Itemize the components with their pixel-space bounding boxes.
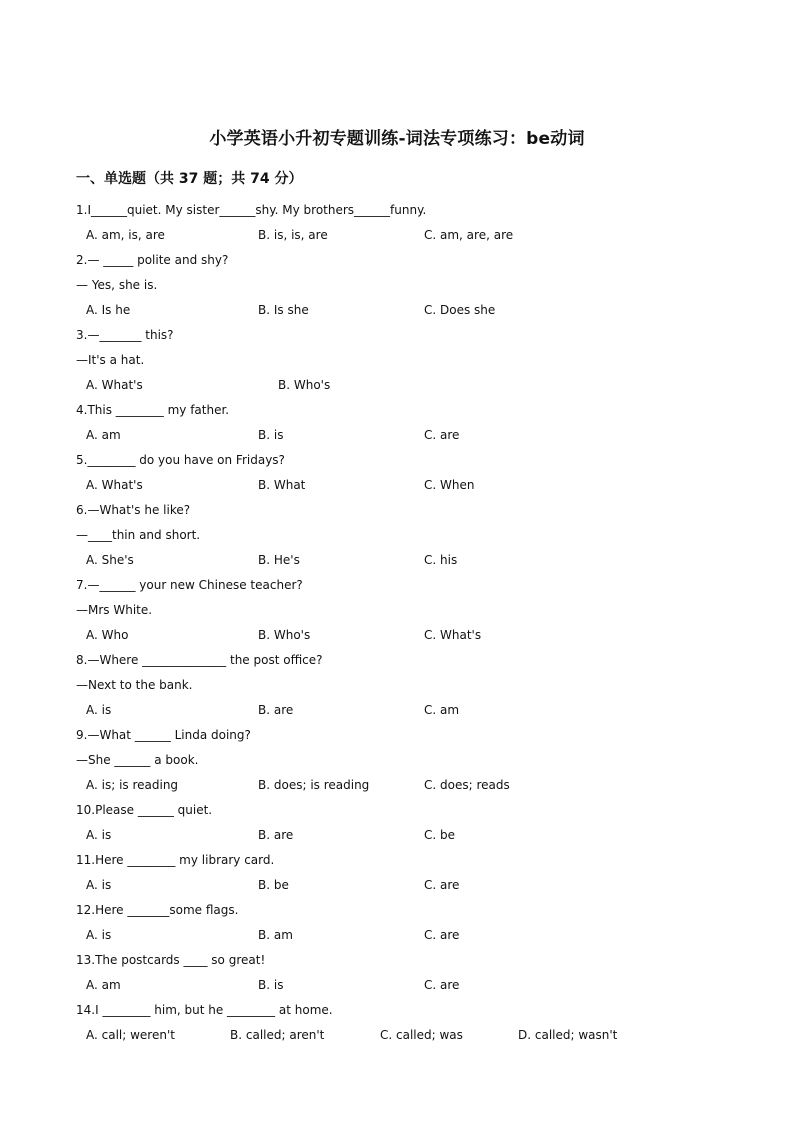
answer-option[interactable]: A. is bbox=[86, 828, 112, 842]
answer-options bbox=[0, 475, 794, 500]
page-title: 小学英语小升初专题训练-词法专项练习：be动词 bbox=[209, 129, 585, 149]
answer-option[interactable]: A. Who bbox=[86, 628, 129, 642]
answer-option[interactable]: B. am bbox=[258, 928, 293, 942]
answer-option[interactable]: A. am, is, are bbox=[86, 228, 165, 242]
answer-option[interactable]: B. is, is, are bbox=[258, 228, 328, 242]
question-6 bbox=[0, 500, 794, 575]
answer-options bbox=[0, 925, 794, 950]
question-8 bbox=[0, 650, 794, 725]
question-11 bbox=[0, 850, 794, 900]
answer-options bbox=[0, 775, 794, 800]
question-stem: 7.—______ your new Chinese teacher? bbox=[76, 578, 303, 592]
answer-option[interactable]: A. What's bbox=[86, 478, 143, 492]
question-stem: 2.— _____ polite and shy? bbox=[76, 253, 229, 267]
question-3 bbox=[0, 325, 794, 400]
answer-option[interactable]: A. Is he bbox=[86, 303, 131, 317]
answer-option[interactable]: A. am bbox=[86, 428, 121, 442]
question-1 bbox=[0, 200, 794, 250]
answer-option[interactable]: B. are bbox=[258, 703, 294, 717]
question-10 bbox=[0, 800, 794, 850]
question-stem: 4.This ________ my father. bbox=[76, 403, 230, 417]
answer-option[interactable]: B. He's bbox=[258, 553, 300, 567]
answer-option[interactable]: C. called; was bbox=[380, 1028, 463, 1042]
question-9 bbox=[0, 725, 794, 800]
question-2 bbox=[0, 250, 794, 325]
answer-option[interactable]: C. What's bbox=[424, 628, 482, 642]
answer-options bbox=[0, 375, 794, 400]
answer-option[interactable]: B. is bbox=[258, 428, 284, 442]
answer-option[interactable]: B. does; is reading bbox=[258, 778, 370, 792]
question-dialogue-line: —Next to the bank. bbox=[76, 678, 193, 692]
answer-option[interactable]: A. is bbox=[86, 878, 112, 892]
question-dialogue-line: —Mrs White. bbox=[76, 603, 153, 617]
answer-options bbox=[0, 875, 794, 900]
question-dialogue-line: —____thin and short. bbox=[76, 528, 201, 542]
question-stem: 9.—What ______ Linda doing? bbox=[76, 728, 251, 742]
answer-options bbox=[0, 700, 794, 725]
answer-option[interactable]: C. am bbox=[424, 703, 460, 717]
answer-option[interactable]: C. are bbox=[424, 878, 460, 892]
question-stem: 11.Here ________ my library card. bbox=[76, 853, 275, 867]
question-stem: 1.I______quiet. My sister______shy. My brothers______funny. bbox=[76, 203, 427, 217]
answer-option[interactable]: C. Does she bbox=[424, 303, 496, 317]
question-7 bbox=[0, 575, 794, 650]
answer-option[interactable]: A. call; weren't bbox=[86, 1028, 175, 1042]
question-stem: 14.I ________ him, but he ________ at home. bbox=[76, 1003, 333, 1017]
question-stem: 6.—What's he like? bbox=[76, 503, 191, 517]
question-stem: 12.Here _______some flags. bbox=[76, 903, 239, 917]
answer-options bbox=[0, 425, 794, 450]
section-heading: 一、单选题（共 37 题；共 74 分） bbox=[76, 171, 303, 187]
question-5 bbox=[0, 450, 794, 500]
question-stem: 5.________ do you have on Fridays? bbox=[76, 453, 285, 467]
answer-option[interactable]: B. is bbox=[258, 978, 284, 992]
question-13 bbox=[0, 950, 794, 1000]
answer-option[interactable]: C. am, are, are bbox=[424, 228, 514, 242]
answer-option[interactable]: C. be bbox=[424, 828, 456, 842]
answer-option[interactable]: A. is; is reading bbox=[86, 778, 179, 792]
question-12 bbox=[0, 900, 794, 950]
question-14 bbox=[0, 1000, 794, 1050]
answer-options bbox=[0, 300, 794, 325]
answer-option[interactable]: A. is bbox=[86, 703, 112, 717]
answer-option[interactable]: B. are bbox=[258, 828, 294, 842]
answer-option[interactable]: B. be bbox=[258, 878, 289, 892]
answer-option[interactable]: B. Is she bbox=[258, 303, 309, 317]
answer-options bbox=[0, 225, 794, 250]
answer-option[interactable]: A. She's bbox=[86, 553, 134, 567]
answer-option[interactable]: A. What's bbox=[86, 378, 143, 392]
answer-option[interactable]: B. Who's bbox=[278, 378, 331, 392]
question-dialogue-line: —She ______ a book. bbox=[76, 753, 199, 767]
question-stem: 3.—_______ this? bbox=[76, 328, 174, 342]
answer-option[interactable]: D. called; wasn't bbox=[518, 1028, 618, 1042]
question-dialogue-line: — Yes, she is. bbox=[76, 278, 158, 292]
answer-options bbox=[0, 1025, 794, 1050]
question-list bbox=[0, 200, 794, 1050]
question-dialogue-line: —It's a hat. bbox=[76, 353, 145, 367]
answer-option[interactable]: C. are bbox=[424, 978, 460, 992]
answer-option[interactable]: C. his bbox=[424, 553, 458, 567]
question-4 bbox=[0, 400, 794, 450]
answer-option[interactable]: B. Who's bbox=[258, 628, 311, 642]
answer-option[interactable]: C. are bbox=[424, 428, 460, 442]
answer-option[interactable]: C. are bbox=[424, 928, 460, 942]
answer-options bbox=[0, 825, 794, 850]
answer-option[interactable]: A. am bbox=[86, 978, 121, 992]
answer-option[interactable]: C. does; reads bbox=[424, 778, 510, 792]
answer-options bbox=[0, 975, 794, 1000]
question-stem: 13.The postcards ____ so great! bbox=[76, 953, 266, 967]
answer-option[interactable]: B. What bbox=[258, 478, 306, 492]
answer-option[interactable]: B. called; aren't bbox=[230, 1028, 325, 1042]
question-stem: 10.Please ______ quiet. bbox=[76, 803, 213, 817]
answer-option[interactable]: A. is bbox=[86, 928, 112, 942]
answer-options bbox=[0, 550, 794, 575]
answer-option[interactable]: C. When bbox=[424, 478, 475, 492]
answer-options bbox=[0, 625, 794, 650]
question-stem: 8.—Where ______________ the post office? bbox=[76, 653, 323, 667]
